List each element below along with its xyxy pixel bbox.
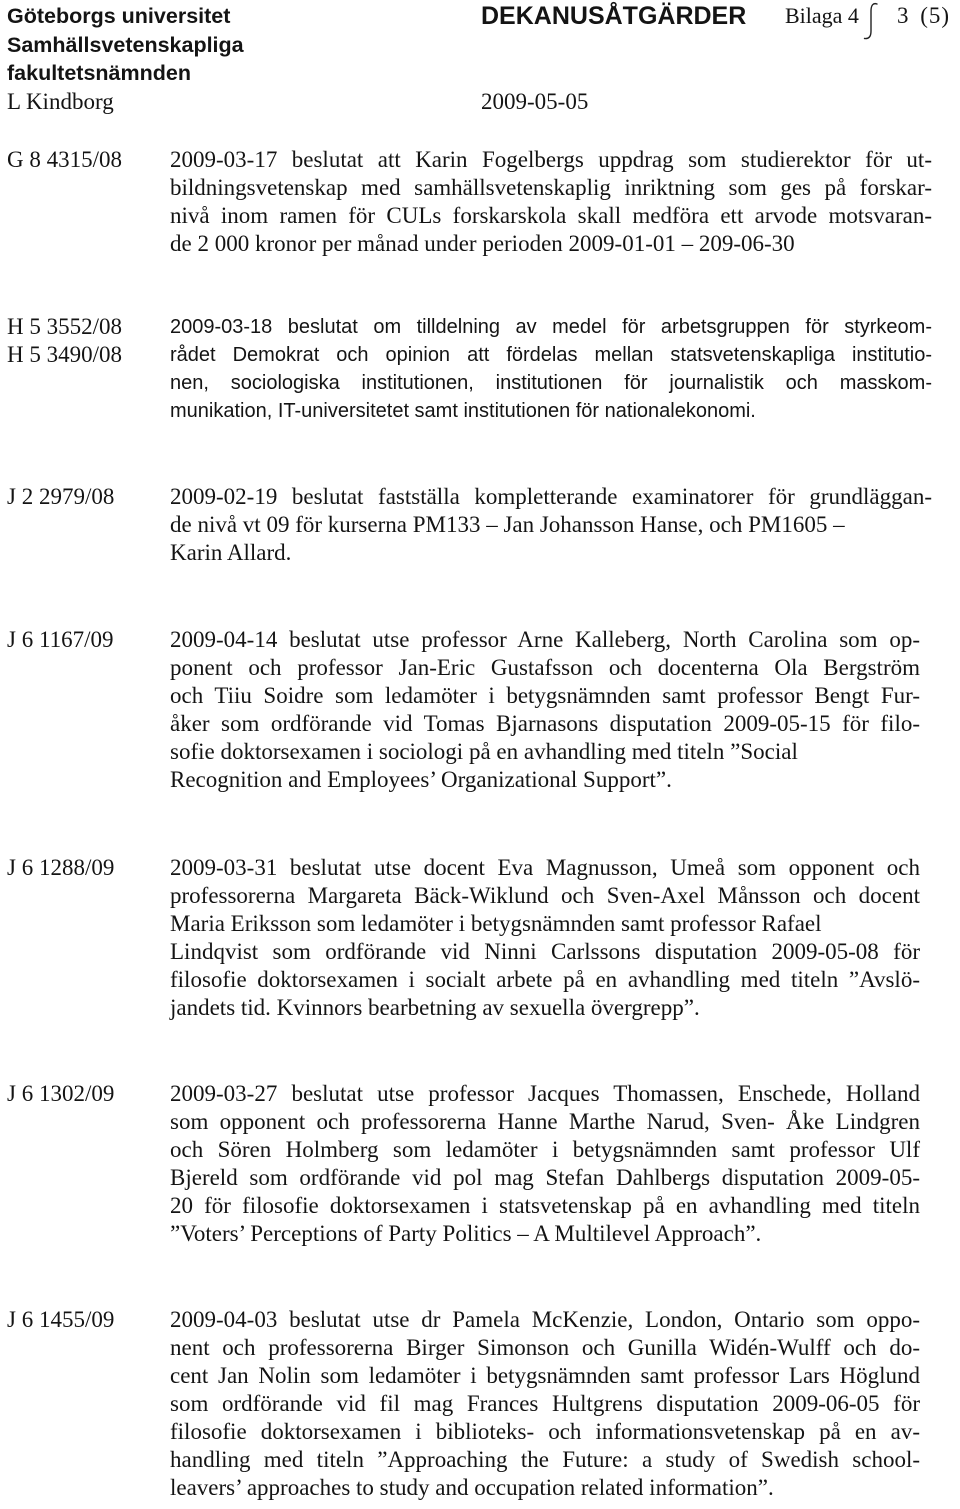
attachment-label: Bilaga 4 <box>785 3 859 28</box>
case-number-column <box>7 854 114 882</box>
text-line: Bjereld som ordförande vid pol mag Stefan Dahlbergs disputation 2009-05- <box>170 1165 920 1190</box>
decision-text <box>170 1080 920 1248</box>
case-number: J 6 1302/09 <box>7 1081 115 1106</box>
text-line: nent och professorerna Birger Simonson och Gunilla Widén-Wulff och do- <box>170 1335 920 1360</box>
text-line: som opponent och professorerna Hanne Marthe Narud, Sven- Åke Lindgren <box>170 1109 920 1134</box>
case-number: H 5 3552/08 <box>7 314 122 339</box>
text-line: 2009-03-18 beslutat om tilldelning av medel för arbetsgruppen för styrkeom- <box>170 316 932 338</box>
text-line: åker som ordförande vid Tomas Bjarnasons disputation 2009-05-15 för filo- <box>170 711 920 736</box>
text-line: Maria Eriksson som ledamöter i betygsnämnden samt professor Rafael <box>170 911 822 936</box>
case-number: J 2 2979/08 <box>7 484 115 509</box>
decision-text <box>170 854 920 1022</box>
text-line: och Sören Holmberg som ledamöter i betygsnämnden samt professor Ulf <box>170 1137 920 1162</box>
text-line: och Tiiu Soidre som ledamöter i betygsnämnden samt professor Bengt Fur- <box>170 683 920 708</box>
case-number-column <box>7 1080 114 1108</box>
text-line: nen, sociologiska institutionen, institutionen för journalistik och masskom- <box>170 372 932 394</box>
decision-text <box>170 483 932 567</box>
text-line: sofie doktorsexamen i sociologi på en avhandling med titeln ”Social <box>170 739 798 764</box>
document-date: 2009-05-05 <box>481 89 589 114</box>
text-line: 2009-03-31 beslutat utse docent Eva Magnusson, Umeå som opponent och <box>170 855 920 880</box>
text-line: 2009-04-03 beslutat utse dr Pamela McKenzie, London, Ontario som oppo- <box>170 1307 920 1332</box>
text-line: 2009-03-27 beslutat utse professor Jacques Thomassen, Enschede, Holland <box>170 1081 920 1106</box>
decision-text <box>170 626 920 794</box>
text-line: nivå inom ramen för CULs forskarskola skall medföra ett arvode motsvaran- <box>170 203 932 228</box>
decision-text <box>170 146 932 258</box>
case-number: H 5 3490/08 <box>7 342 122 367</box>
text-line: 2009-04-14 beslutat utse professor Arne Kalleberg, North Carolina som op- <box>170 627 920 652</box>
text-line: ”Voters’ Perceptions of Party Politics – A Multilevel Approach”. <box>170 1221 762 1246</box>
text-line: leavers’ approaches to study and occupation related information”. <box>170 1475 774 1500</box>
text-line: de nivå vt 09 för kurserna PM133 – Jan Johansson Hanse, och PM1605 – <box>170 512 845 537</box>
author-name: L Kindborg <box>7 89 114 114</box>
decision-text <box>170 313 932 425</box>
text-line: rådet Demokrat och opinion att fördelas mellan statsvetenskapliga institutio- <box>170 344 932 366</box>
text-line: 2009-03-17 beslutat att Karin Fogelbergs uppdrag som studierektor för ut- <box>170 147 932 172</box>
text-line: professorerna Margareta Bäck-Wiklund och Sven-Axel Månsson och docent <box>170 883 920 908</box>
case-number-column <box>7 483 114 511</box>
text-line: som ordförande vid fil mag Frances Hultgrens disputation 2009-06-05 för <box>170 1391 920 1416</box>
text-line: 2009-02-19 beslutat fastställa kompletterande examinatorer för grundläggan- <box>170 484 932 509</box>
document-title: DEKANUSÅTGÄRDER <box>481 2 747 30</box>
handwritten-mark <box>861 1 881 41</box>
text-line: handling med titeln ”Approaching the Future: a study of Swedish school- <box>170 1447 920 1472</box>
case-number: G 8 4315/08 <box>7 147 122 172</box>
text-line: 20 för filosofie doktorsexamen i statsvetenskap på en avhandling med titeln <box>170 1193 920 1218</box>
text-line: munikation, IT-universitetet samt institutionen för nationalekonomi. <box>170 400 756 422</box>
case-number: J 6 1288/09 <box>7 855 115 880</box>
text-line: de 2 000 kronor per månad under perioden 2009-01-01 – 209-06-30 <box>170 231 795 256</box>
faculty-name-line1: Samhällsvetenskapliga <box>7 33 244 57</box>
university-name: Göteborgs universitet <box>7 4 231 28</box>
text-line: jandets tid. Kvinnors bearbetning av sexuella övergrepp”. <box>170 995 700 1020</box>
text-line: filosofie doktorsexamen i biblioteks- och informationsvetenskap på en av- <box>170 1419 920 1444</box>
case-number-column <box>7 626 114 654</box>
case-number-column <box>7 146 122 174</box>
text-line: bildningsvetenskap med samhällsvetenskaplig inriktning som ges på forskar- <box>170 175 932 200</box>
text-line: Recognition and Employees’ Organizational Support”. <box>170 767 672 792</box>
case-number: J 6 1455/09 <box>7 1307 115 1332</box>
case-number-column <box>7 313 122 369</box>
case-number: J 6 1167/09 <box>7 627 114 652</box>
faculty-name-line2: fakultetsnämnden <box>7 61 191 85</box>
text-line: cent Jan Nolin som ledamöter i betygsnämnden samt professor Lars Höglund <box>170 1363 920 1388</box>
decision-text <box>170 1306 920 1502</box>
text-line: Lindqvist som ordförande vid Ninni Carlssons disputation 2009-05-08 för <box>170 939 920 964</box>
case-number-column <box>7 1306 114 1334</box>
text-line: ponent och professor Jan-Eric Gustafsson och docenterna Ola Bergström <box>170 655 920 680</box>
page-number: 3 (5) <box>897 3 951 28</box>
text-line: filosofie doktorsexamen i socialt arbete på en avhandling med titeln ”Avslö- <box>170 967 920 992</box>
text-line: Karin Allard. <box>170 540 292 565</box>
